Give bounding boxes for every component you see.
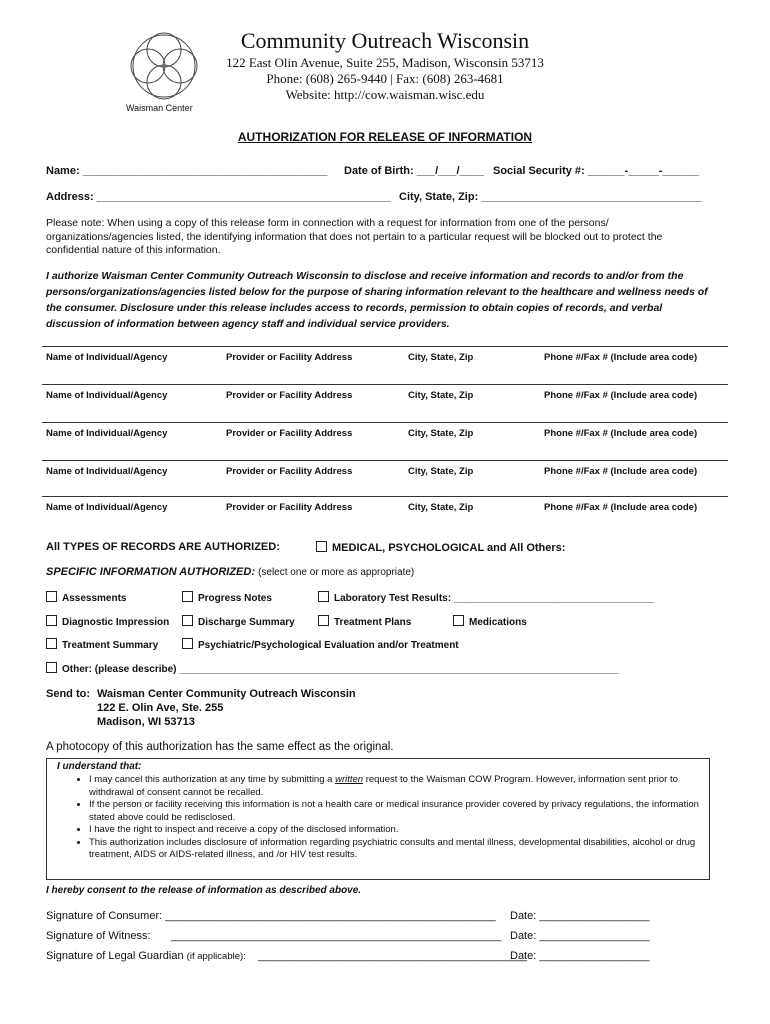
assessments-option[interactable] bbox=[46, 591, 126, 604]
agency-column-label[interactable]: Name of Individual/Agency bbox=[46, 390, 168, 401]
guardian-hint: (if applicable): bbox=[186, 951, 246, 962]
send-to-label: Send to: bbox=[46, 688, 90, 700]
other-checkbox[interactable] bbox=[46, 662, 57, 673]
agency-column-label[interactable]: Phone #/Fax # (Include area code) bbox=[544, 502, 698, 513]
send-to-line-1: Waisman Center Community Outreach Wisconsin bbox=[97, 688, 356, 700]
agency-row-line bbox=[42, 496, 728, 497]
photocopy-note: A photocopy of this authorization has the same effect as the original. bbox=[46, 741, 394, 753]
lab-results-option[interactable] bbox=[318, 591, 654, 604]
agency-column-label[interactable]: Provider or Facility Address bbox=[226, 352, 353, 363]
org-name: Community Outreach Wisconsin bbox=[240, 28, 530, 53]
witness-date-field[interactable]: Date: __________________ bbox=[510, 930, 650, 942]
org-phone-fax: Phone: (608) 265-9440 | Fax: (608) 263-4681 bbox=[266, 71, 504, 86]
agency-row-line bbox=[42, 346, 728, 347]
consent-statement: I hereby consent to the release of information as described above. bbox=[46, 885, 362, 896]
logo-caption: Waisman Center bbox=[126, 103, 193, 113]
agency-column-label[interactable]: City, State, Zip bbox=[408, 428, 474, 439]
agency-row-line bbox=[42, 384, 728, 385]
agency-row-line bbox=[42, 460, 728, 461]
agency-column-label[interactable]: Provider or Facility Address bbox=[226, 390, 353, 401]
understand-item-cancel-text-2: request to the Waisman COW Program. However, information sent prior to withdrawal of consent cannot be recalled. bbox=[89, 774, 678, 798]
consumer-date-field[interactable]: Date: __________________ bbox=[510, 910, 650, 922]
specific-info-heading bbox=[46, 566, 414, 578]
ssn-field[interactable]: Social Security #: ______-_____-______ bbox=[493, 165, 700, 177]
agency-column-label[interactable]: City, State, Zip bbox=[408, 352, 474, 363]
diagnostic-checkbox[interactable] bbox=[46, 615, 57, 626]
understand-item-redisclose: • If the person or facility receiving this information is not a health care or medical insurance provider covered by privacy regulations, the information stated above could be redisclosed. bbox=[89, 799, 709, 824]
all-records-label: All TYPES OF RECORDS ARE AUTHORIZED: bbox=[46, 541, 280, 553]
guardian-signature-label bbox=[46, 950, 246, 962]
agency-column-label[interactable]: Phone #/Fax # (Include area code) bbox=[544, 428, 698, 439]
agency-column-label[interactable]: City, State, Zip bbox=[408, 466, 474, 477]
treatment-plans-option[interactable] bbox=[318, 615, 411, 628]
assessments-label: Assessments bbox=[62, 593, 127, 604]
understand-item-disclosure: • This authorization includes disclosure of information regarding psychiatric consults and mental illness, developmental disabilities, alcohol or drug treatment, AIDS or AIDS-related illness, and /or HIV test results. bbox=[89, 837, 709, 862]
dob-field[interactable]: Date of Birth: ___/___/____ bbox=[344, 165, 485, 177]
other-option[interactable] bbox=[46, 662, 619, 675]
guardian-label-text: Signature of Legal Guardian bbox=[46, 950, 184, 962]
agency-column-label[interactable]: Name of Individual/Agency bbox=[46, 428, 168, 439]
diagnostic-option[interactable] bbox=[46, 615, 169, 628]
psych-eval-option[interactable] bbox=[182, 638, 459, 651]
understand-item-written: written bbox=[335, 774, 364, 785]
agency-column-label[interactable]: Name of Individual/Agency bbox=[46, 502, 168, 513]
assessments-checkbox[interactable] bbox=[46, 591, 57, 602]
treatment-summary-option[interactable] bbox=[46, 638, 158, 651]
witness-signature-label: Signature of Witness: bbox=[46, 930, 151, 942]
understand-item-cancel bbox=[89, 774, 709, 799]
medications-checkbox[interactable] bbox=[453, 615, 464, 626]
agency-column-label[interactable]: Provider or Facility Address bbox=[226, 502, 353, 513]
agency-column-label[interactable]: City, State, Zip bbox=[408, 502, 474, 513]
agency-column-label[interactable]: City, State, Zip bbox=[408, 390, 474, 401]
agency-column-label[interactable]: Provider or Facility Address bbox=[226, 466, 353, 477]
understand-heading: I understand that: bbox=[57, 761, 142, 772]
consumer-signature-field[interactable]: Signature of Consumer: ______________________________________________________ bbox=[46, 910, 496, 922]
psych-eval-label: Psychiatric/Psychological Evaluation and/or Treatment bbox=[198, 640, 459, 651]
form-title: AUTHORIZATION FOR RELEASE OF INFORMATION bbox=[237, 130, 533, 144]
agency-column-label[interactable]: Phone #/Fax # (Include area code) bbox=[544, 352, 698, 363]
org-address: 122 East Olin Avenue, Suite 255, Madison, Wisconsin 53713 bbox=[226, 55, 544, 70]
discharge-label: Discharge Summary bbox=[198, 617, 295, 628]
lab-results-checkbox[interactable] bbox=[318, 591, 329, 602]
understand-box bbox=[46, 758, 710, 880]
understand-item-cancel-text: I may cancel this authorization at any time by submitting a bbox=[89, 774, 336, 785]
org-website: Website: http://cow.waisman.wisc.edu bbox=[285, 87, 485, 102]
treatment-summary-checkbox[interactable] bbox=[46, 638, 57, 649]
city-state-zip-field[interactable]: City, State, Zip: ____________________________________ bbox=[399, 191, 702, 203]
send-to-line-3: Madison, WI 53713 bbox=[97, 716, 195, 728]
discharge-checkbox[interactable] bbox=[182, 615, 193, 626]
medical-label: MEDICAL, PSYCHOLOGICAL and All Others: bbox=[332, 542, 566, 554]
other-label: Other: (please describe) _______________________________________________________________________________ bbox=[62, 664, 619, 675]
authorization-statement: I authorize Waisman Center Community Outreach Wisconsin to disclose and receive information and records to and/or from the persons/organizations/agencies listed below for the purpose of sharing information relevant to the healthcare and wellness needs of the consumer. Disclosure under this release includes access to records, permission to obtain copies of records, and verbal discussion of information between agency staff and individual service providers. bbox=[46, 270, 708, 330]
agency-column-label[interactable]: Phone #/Fax # (Include area code) bbox=[544, 466, 698, 477]
specific-hint: (select one or more as appropriate) bbox=[258, 567, 415, 578]
treatment-plans-checkbox[interactable] bbox=[318, 615, 329, 626]
medical-option[interactable] bbox=[316, 541, 565, 554]
agency-column-label[interactable]: Name of Individual/Agency bbox=[46, 352, 168, 363]
witness-signature-field[interactable]: ______________________________________________________ bbox=[171, 930, 502, 942]
treatment-summary-label: Treatment Summary bbox=[62, 640, 159, 651]
agency-column-label[interactable]: Name of Individual/Agency bbox=[46, 466, 168, 477]
agency-column-label[interactable]: Phone #/Fax # (Include area code) bbox=[544, 390, 698, 401]
progress-notes-label: Progress Notes bbox=[198, 593, 272, 604]
agency-row-line bbox=[42, 422, 728, 423]
discharge-option[interactable] bbox=[182, 615, 295, 628]
diagnostic-label: Diagnostic Impression bbox=[62, 617, 170, 628]
medications-label: Medications bbox=[469, 617, 527, 628]
address-field[interactable]: Address: ________________________________________________ bbox=[46, 191, 391, 203]
treatment-plans-label: Treatment Plans bbox=[334, 617, 412, 628]
name-field[interactable]: Name: ________________________________________ bbox=[46, 165, 328, 177]
guardian-signature-field[interactable]: ____________________________________________ bbox=[258, 950, 528, 962]
understand-item-inspect: • I have the right to inspect and receive a copy of the disclosed information. bbox=[89, 824, 709, 837]
medications-option[interactable] bbox=[453, 615, 527, 628]
privacy-note: Please note: When using a copy of this release form in connection with a request for information from one of the persons/ organizations/agencies listed, the identifying information that does not pertain to a particular request will be blocked out to protect the confidential nature of this information. bbox=[46, 217, 663, 256]
psych-eval-checkbox[interactable] bbox=[182, 638, 193, 649]
send-to-line-2: 122 E. Olin Ave, Ste. 255 bbox=[97, 702, 224, 714]
medical-checkbox[interactable] bbox=[316, 541, 327, 552]
specific-label: SPECIFIC INFORMATION AUTHORIZED: bbox=[46, 566, 255, 578]
progress-notes-checkbox[interactable] bbox=[182, 591, 193, 602]
progress-notes-option[interactable] bbox=[182, 591, 272, 604]
lab-results-label: Laboratory Test Results: ____________________________________ bbox=[334, 593, 655, 604]
guardian-date-field[interactable]: Date: __________________ bbox=[510, 950, 650, 962]
agency-column-label[interactable]: Provider or Facility Address bbox=[226, 428, 353, 439]
